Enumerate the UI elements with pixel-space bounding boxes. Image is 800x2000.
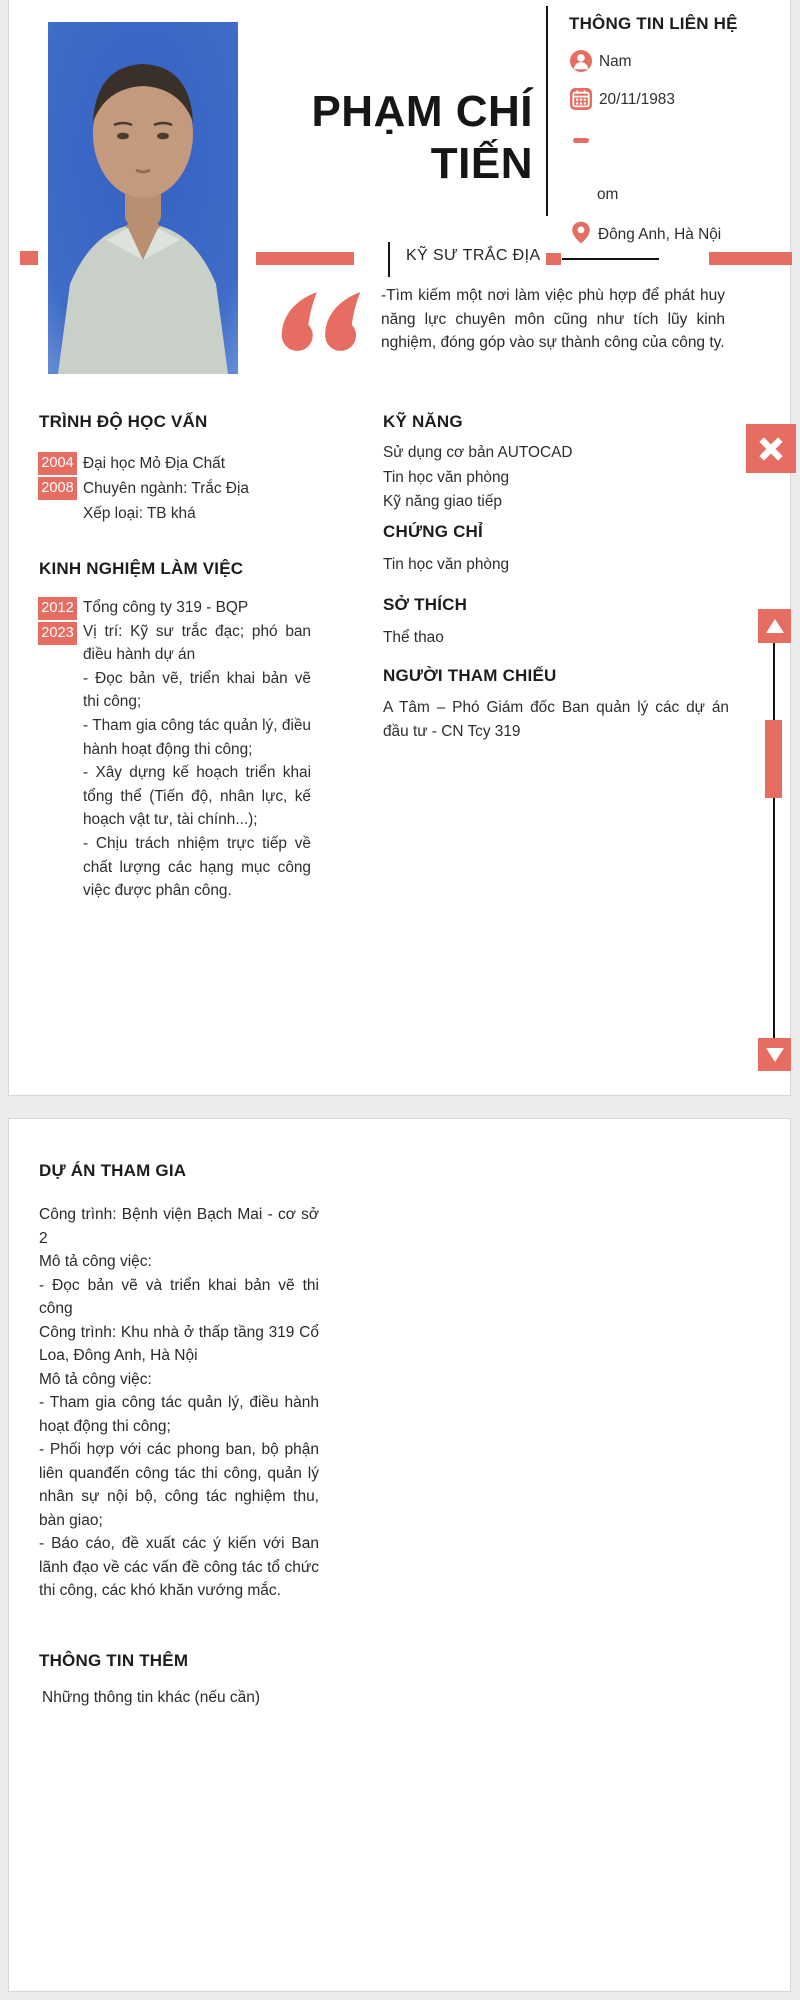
projects-text [39,1203,319,1603]
skill-item: Kỹ năng giao tiếp [383,493,502,511]
accent-bar-right [709,252,792,265]
scroll-down-button[interactable] [758,1038,791,1071]
education-entry [83,451,313,526]
scroll-up-button[interactable] [758,609,791,643]
arrow-up-icon [766,619,784,633]
candidate-name [219,86,533,190]
cv-page-2 [8,1118,791,1992]
scrollbar-track[interactable] [773,643,775,1040]
education-years [38,452,77,500]
cv-page-1 [8,0,791,1096]
name-line-2: TIẾN [430,139,533,188]
project-paragraph: Công trình: Bệnh viện Bạch Mai - cơ sở 2 [39,1206,319,1247]
experience-entry [83,596,311,903]
education-header: TRÌNH ĐỘ HỌC VẤN [39,412,208,431]
education-line: Xếp loại: TB khá [83,505,196,522]
portrait-illustration [48,22,238,374]
additional-info-text: Những thông tin khác (nếu cần) [42,1689,261,1706]
experience-detail: Vị trí: Kỹ sư trắc đạc; phó ban điều hành dự án [83,622,311,664]
experience-detail: - Chịu trách nhiệm trực tiếp về chất lượng các hạng mục công việc được phân công. [83,834,311,900]
contact-divider-line [546,6,548,216]
gender-icon [570,50,592,72]
gender-value: Nam [599,53,632,70]
project-paragraph: - Phối hợp với các phong ban, bộ phận liên quanđến công tác thi công, quản lý nhân sự nội bộ, công tác nghiệm thu, bàn giao; [39,1441,319,1529]
scrollbar-thumb[interactable] [765,720,782,798]
reference-text: A Tâm – Phó Giám đốc Ban quản lý các dự án đầu tư - CN Tcy 319 [383,699,729,740]
project-paragraph: Công trình: Khu nhà ở thấp tầng 319 Cổ Loa, Đông Anh, Hà Nội [39,1323,319,1364]
job-title-rule [562,258,659,260]
arrow-down-icon [766,1048,784,1062]
birthdate-value: 20/11/1983 [599,91,675,108]
projects-header: DỰ ÁN THAM GIA [39,1161,187,1180]
experience-years [38,597,77,645]
experience-detail: - Tham gia công tác quản lý, điều hành hoạt động thi công; [83,716,311,758]
skills-header: KỸ NĂNG [383,412,463,431]
hobby-item: Thể thao [383,629,444,646]
experience-year-to: 2023 [38,620,77,645]
profile-photo [48,22,238,374]
close-button[interactable] [746,424,796,473]
additional-info-header: THÔNG TIN THÊM [39,1651,189,1670]
contact-header: THÔNG TIN LIÊN HỆ [569,14,738,33]
references-header: NGƯỜI THAM CHIẾU [383,666,557,685]
quote-icon [277,290,365,354]
job-title: KỸ SƯ TRẮC ĐỊA [406,247,541,264]
accent-bar-left [256,252,354,265]
career-objective: -Tìm kiếm một nơi làm việc phù hợp để phát huy năng lực chuyên môn cũng như tích lũy kinh nghiệm, đóng góp vào sự thành công của công ty. [381,287,725,351]
accent-square-left-edge [20,251,38,265]
skill-item: Tin học văn phòng [383,468,510,486]
job-title-divider [388,242,390,277]
experience-detail: - Xây dựng kế hoạch triển khai tổng thể (Tiến độ, nhân lực, kế hoạch vật tư, tài chính...); [83,764,311,829]
experience-header: KINH NGHIỆM LÀM VIỆC [39,559,244,578]
project-paragraph: Mô tả công việc: [39,1370,152,1388]
email-icon [573,138,589,143]
close-icon [756,434,786,464]
address-value: Đông Anh, Hà Nội [598,226,722,243]
certificates-header: CHỨNG CHỈ [383,522,483,541]
education-year-to: 2008 [38,475,77,500]
accent-square-mid [546,253,561,265]
skill-item: Sử dụng cơ bản AUTOCAD [383,444,573,461]
certificate-item: Tin học văn phòng [383,556,510,573]
project-paragraph: - Đọc bản vẽ và triển khai bản vẽ thi công [39,1276,319,1317]
email-fragment: om [597,186,619,203]
experience-company: Tổng công ty 319 - BQP [83,599,249,616]
skills-list [383,441,731,515]
project-paragraph: - Báo cáo, đề xuất các ý kiến với Ban lãnh đạo về các vấn đề công tác tổ chức thi công, các khó khăn vướng mắc. [39,1535,319,1599]
project-paragraph: Mô tả công việc: [39,1253,152,1270]
education-line: Đại học Mỏ Địa Chất [83,455,225,472]
name-line-1: PHẠM CHÍ [311,87,533,136]
education-line: Chuyên ngành: Trắc Địa [83,480,249,497]
education-year-from: 2004 [38,452,77,475]
location-icon [570,221,592,243]
calendar-icon [570,88,592,110]
project-paragraph: - Tham gia công tác quản lý, điều hành hoạt động thi công; [39,1394,319,1435]
experience-detail: - Đọc bản vẽ, triển khai bản vẽ thi công; [83,669,311,711]
hobbies-header: SỞ THÍCH [383,595,468,614]
experience-year-from: 2012 [38,597,77,620]
